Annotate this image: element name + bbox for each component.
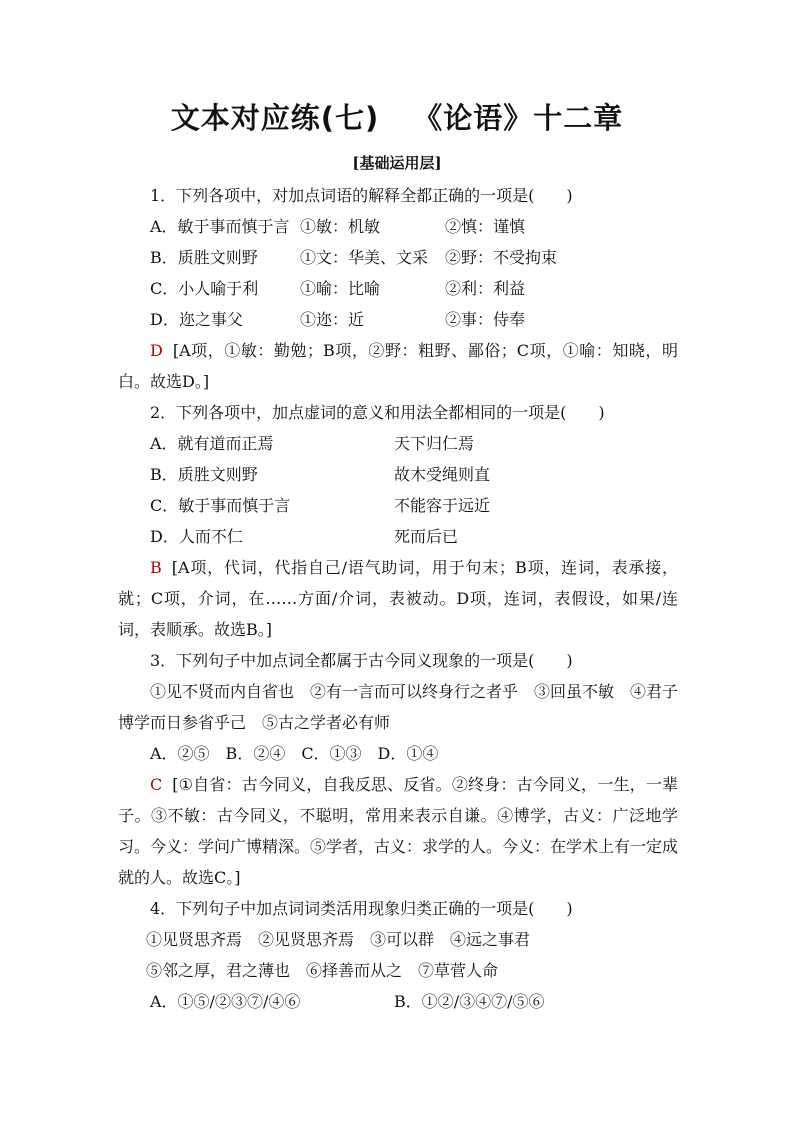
q4-line1: ①见贤思齐焉 ②见贤思齐焉 ③可以群 ④远之事君 <box>146 930 531 949</box>
q1-option-d: D．迩之事父 ①迩：近 ②事：侍奉 <box>150 310 526 329</box>
q1-stem: 1．下列各项中，对加点词语的解释全都正确的一项是( ) <box>150 186 573 205</box>
q4-option-a: A．①⑤/②③⑦/④⑥ <box>150 992 301 1011</box>
q2-option-a: A．就有道而正焉 天下归仁焉 <box>150 434 475 453</box>
q2-stem: 2．下列各项中，加点虚词的意义和用法全都相同的一项是( ) <box>150 403 605 422</box>
title-right: 《论语》十二章 <box>413 101 624 135</box>
q2-answer-letter: B <box>150 558 162 577</box>
q1-explanation: [A项，①敏：勤勉；B项，②野：粗野、鄙俗；C项，①喻：知晓，明白。故选D。] <box>118 341 678 391</box>
q1-option-a: A．敏于事而慎于言 ①敏：机敏 ②慎：谨慎 <box>150 217 526 236</box>
q1-answer-letter: D <box>150 341 163 360</box>
page-title <box>0 96 794 137</box>
q3-explanation: [①自省：古今同义，自我反思、反省。②终身：古今同义，一生，一辈子。③不敏：古今同义，不聪明，常用来表示自谦。④博学，古义：广泛地学习。今义：学问广博精深。⑤学者，古义：求学的人。今义：在学术上有一定成就的人。故选C。] <box>118 775 679 887</box>
q2-answer <box>118 552 678 645</box>
q4-stem: 4．下列句子中加点词词类活用现象归类正确的一项是( ) <box>150 899 573 918</box>
q3-body: ①见不贤而内自省也 ②有一言而可以终身行之者乎 ③回虽不敏 ④君子博学而日参省乎己 ⑤古之学者必有师 <box>118 682 679 732</box>
q3-answer <box>118 769 678 893</box>
q2-explanation: [A项，代词，代指自己/语气助词，用于句末；B项，连词，表承接，就；C项，介词，在……方面/介词，表被动。D项，连词，表假设，如果/连词，表顺承。故选B。] <box>118 558 678 639</box>
q4-option-b: B．①②/③④⑦/⑤⑥ <box>394 992 545 1011</box>
q4-line2: ⑤邻之厚，君之薄也 ⑥择善而从之 ⑦草菅人命 <box>146 961 499 980</box>
q4-options <box>118 986 678 1017</box>
q3-answer-letter: C <box>150 775 163 794</box>
q1-answer <box>118 335 678 397</box>
title-left: 文本对应练(七) <box>170 101 380 135</box>
q1-option-c: C．小人喻于利 ①喻：比喻 ②利：利益 <box>150 279 526 298</box>
question-content <box>118 180 678 1017</box>
q2-option-d: D．人而不仁 死而后已 <box>150 527 459 546</box>
q1-option-b: B．质胜文则野 ①文：华美、文采 ②野：不受拘束 <box>150 248 558 267</box>
q2-option-c: C．敏于事而慎于言 不能容于远近 <box>150 496 491 515</box>
q3-stem: 3．下列句子中加点词全都属于古今同义现象的一项是( ) <box>150 651 573 670</box>
q2-option-b: B．质胜文则野 故木受绳则直 <box>150 465 491 484</box>
section-tag: [基础运用层] <box>352 154 442 172</box>
q3-options: A．②⑤ B．②④ C．①③ D．①④ <box>150 744 439 763</box>
